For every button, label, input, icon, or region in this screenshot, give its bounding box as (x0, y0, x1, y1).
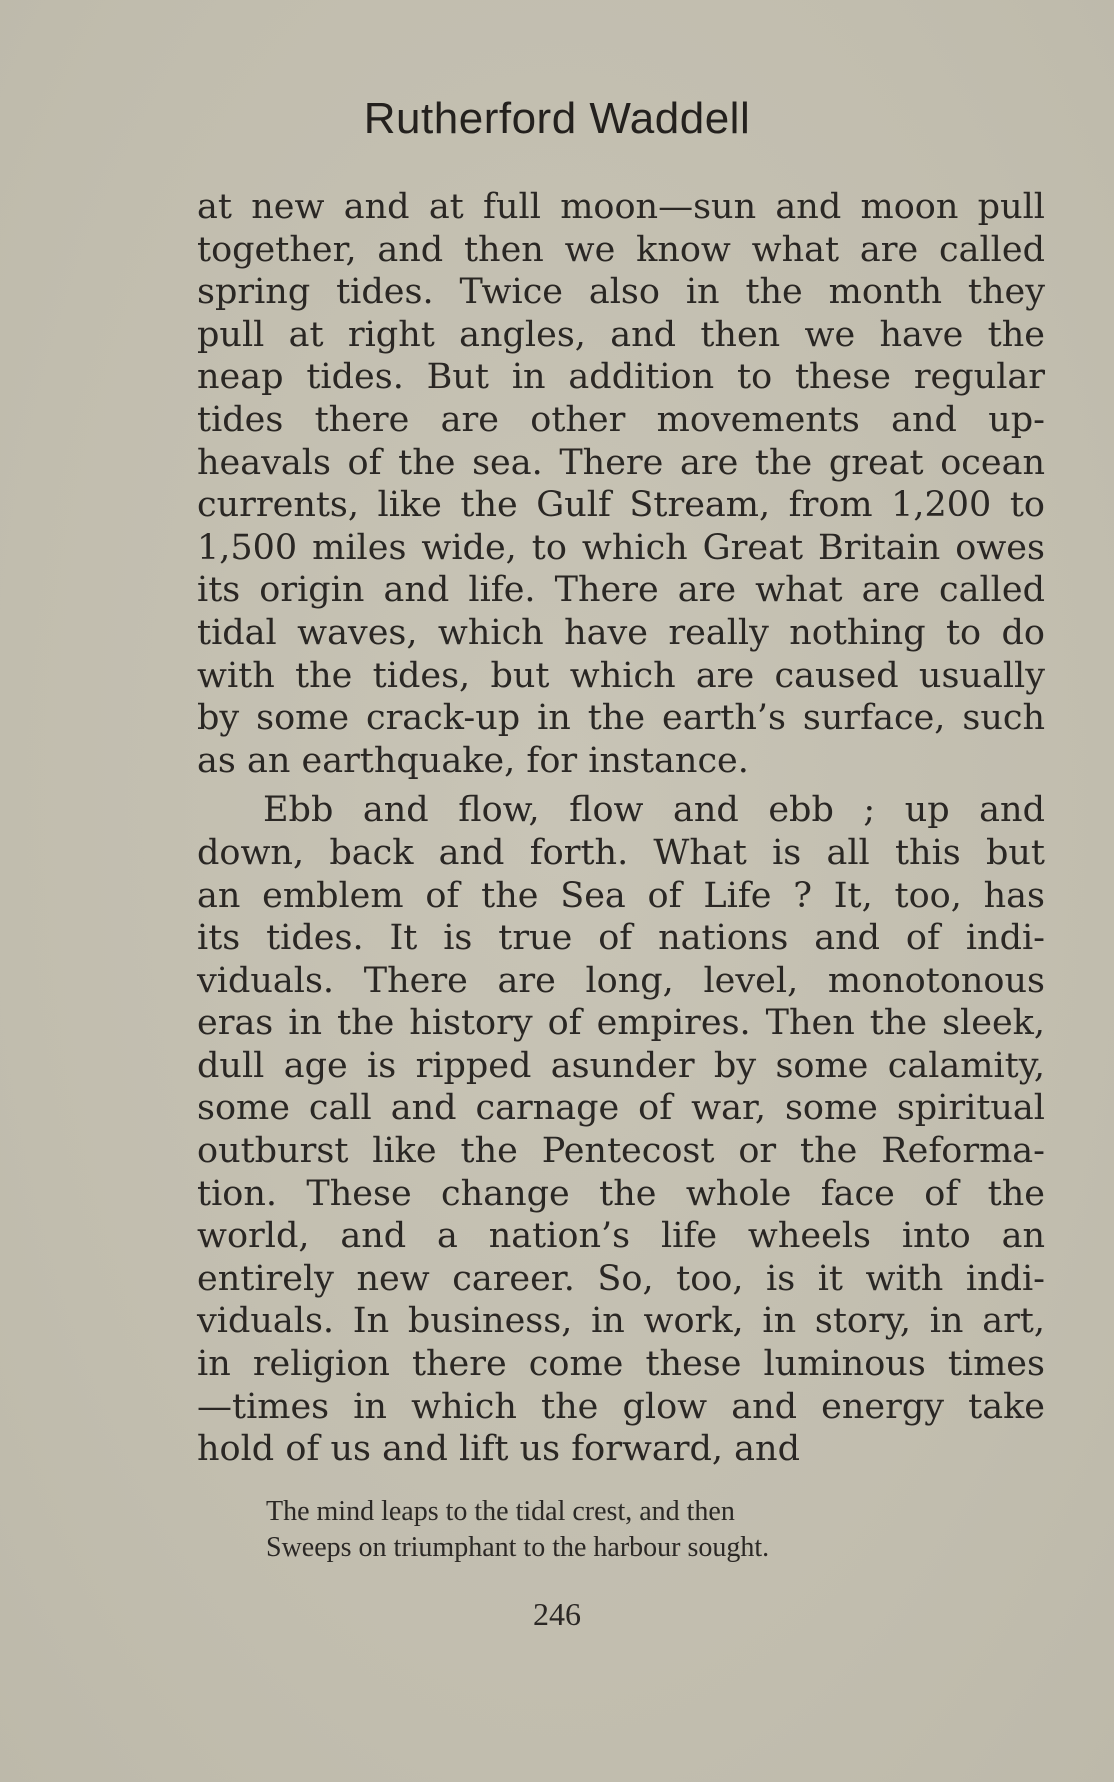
text-line: at new and at full moon—sun and moon pull (197, 187, 1045, 227)
paragraph-gap (197, 782, 1045, 789)
verse-line: Sweeps on triumphant to the harbour sought. (266, 1532, 770, 1563)
text-line: in religion there come these luminous times (197, 1344, 1045, 1385)
text-line: its origin and life. There are what are called (197, 570, 1045, 611)
paragraph-1 (197, 186, 1045, 782)
text-line: tides there are other movements and up- (197, 399, 1045, 440)
text-line: dull age is ripped asunder by some calamity, (197, 1045, 1045, 1086)
text-line: spring tides. Twice also in the month they (197, 272, 1045, 313)
text-line: hold of us and lift us forward, and (197, 1429, 800, 1470)
text-line: outburst like the Pentecost or the Reforma- (197, 1131, 1045, 1172)
text-line: entirely new career. So, too, is it with indi- (197, 1258, 1045, 1299)
text-line: its tides. It is true of nations and of indi- (197, 918, 1045, 959)
text-line: viduals. In business, in work, in story, in art, (197, 1301, 1045, 1342)
text-line: as an earthquake, for instance. (197, 740, 749, 781)
text-line: eras in the history of empires. Then the sleek, (197, 1003, 1045, 1044)
text-line: an emblem of the Sea of Life ? It, too, has (197, 875, 1045, 916)
text-line: tidal waves, which have really nothing to do (197, 612, 1045, 653)
running-head: Rutherford Waddell (363, 94, 751, 143)
text-line: Ebb and flow, flow and ebb ; up and (263, 790, 1045, 831)
verse-line: The mind leaps to the tidal crest, and then (266, 1496, 735, 1527)
body-text (197, 186, 1045, 1471)
text-line: by some crack-up in the earth’s surface, such (197, 698, 1045, 739)
text-line: pull at right angles, and then we have the (197, 314, 1045, 355)
text-line: neap tides. But in addition to these regular (197, 357, 1045, 398)
text-line: some call and carnage of war, some spiritual (197, 1088, 1045, 1129)
text-line: tion. These change the whole face of the (197, 1173, 1045, 1214)
page-number: 246 (533, 1596, 581, 1632)
text-line: currents, like the Gulf Stream, from 1,200 to (197, 485, 1045, 526)
text-line: 1,500 miles wide, to which Great Britain owes (197, 527, 1045, 568)
text-line: world, and a nation’s life wheels into an (197, 1216, 1045, 1257)
text-line: with the tides, but which are caused usually (197, 655, 1045, 696)
paragraph-2 (197, 789, 1045, 1471)
text-line: viduals. There are long, level, monotonous (197, 960, 1045, 1001)
text-line: together, and then we know what are called (197, 229, 1045, 270)
text-line: heavals of the sea. There are the great ocean (197, 442, 1045, 483)
text-line: —times in which the glow and energy take (197, 1386, 1045, 1427)
verse-quotation (266, 1494, 1026, 1566)
text-line: down, back and forth. What is all this but (197, 832, 1045, 873)
